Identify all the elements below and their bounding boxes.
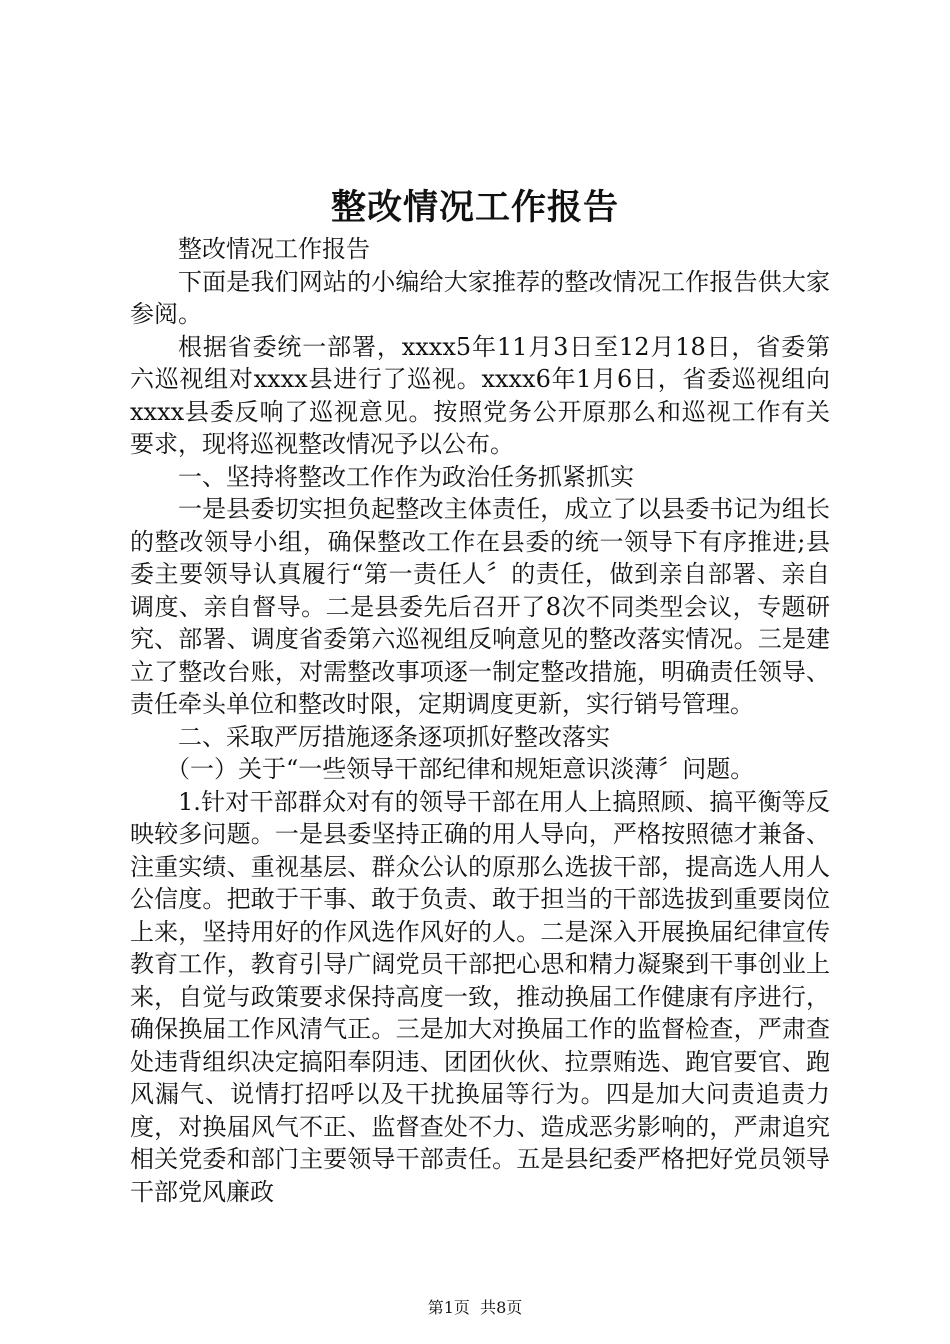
document-title: 整改情况工作报告 bbox=[330, 187, 619, 228]
body-paragraph: 根据省委统一部署，xxxx5年11月3日至12月18日，省委第六巡视组对xxxx县进行了巡视。xxxx6年1月6日，省委巡视组向xxxx县委反响了巡视意见。按照党务公开原那么和巡视工作有关要求，现将巡视整改情况予以公布。 bbox=[130, 332, 830, 458]
page-number-label: 第1页 共8页 bbox=[427, 1298, 523, 1317]
body-paragraph: 下面是我们网站的小编给大家推荐的整改情况工作报告供大家参阅。 bbox=[130, 267, 830, 328]
body-paragraph: 1.针对干部群众对有的领导干部在用人上搞照顾、搞平衡等反映较多问题。一是县委坚持正确的用人导向，严格按照德才兼备、注重实绩、重视基层、群众公认的原那么选拔干部，提高选人用人公信度。把敢于干事、敢于负责、敢于担当的干部选拔到重要岗位上来，坚持用好的作风选作风好的人。二是深入开展换届纪律宣传教育工作，教育引导广阔党员干部把心思和精力凝聚到干事创业上来，自觉与政策要求保持高度一致，推动换届工作健康有序进行，确保换届工作风清气正。三是加大对换届工作的监督检查，严肃查处违背组织决定搞阳奉阴违、团团伙伙、拉票贿选、跑官要官、跑风漏气、说情打招呼以及干扰换届等行为。四是加大问责追责力度，对换届风气不正、监督查处不力、造成恶劣影响的，严肃追究相关党委和部门主要领导干部责任。五是县纪委严格把好党员领导干部党风廉政 bbox=[130, 787, 830, 1206]
body-paragraph: 一是县委切实担负起整改主体责任，成立了以县委书记为组长的整改领导小组，确保整改工作在县委的统一领导下有序推进;县委主要领导认真履行“第一责任人〞的责任，做到亲自部署、亲自调度、亲自督导。二是县委先后召开了8次不同类型会议，专题研究、部署、调度省委第六巡视组反响意见的整改落实情况。三是建立了整改台账，对需整改事项逐一制定整改措施，明确责任领导、责任牵头单位和整改时限，定期调度更新，实行销号管理。 bbox=[130, 495, 830, 718]
section-heading: 二、采取严厉措施逐条逐项抓好整改落实 bbox=[178, 722, 610, 751]
subsection-heading: （一）关于“一些领导干部纪律和规矩意识淡薄〞问题。 bbox=[166, 755, 755, 783]
document-body bbox=[130, 233, 830, 1208]
page-footer bbox=[0, 1297, 950, 1319]
body-paragraph: 整改情况工作报告 bbox=[178, 235, 370, 263]
section-heading: 一、坚持将整改工作作为政治任务抓紧抓实 bbox=[178, 462, 634, 491]
